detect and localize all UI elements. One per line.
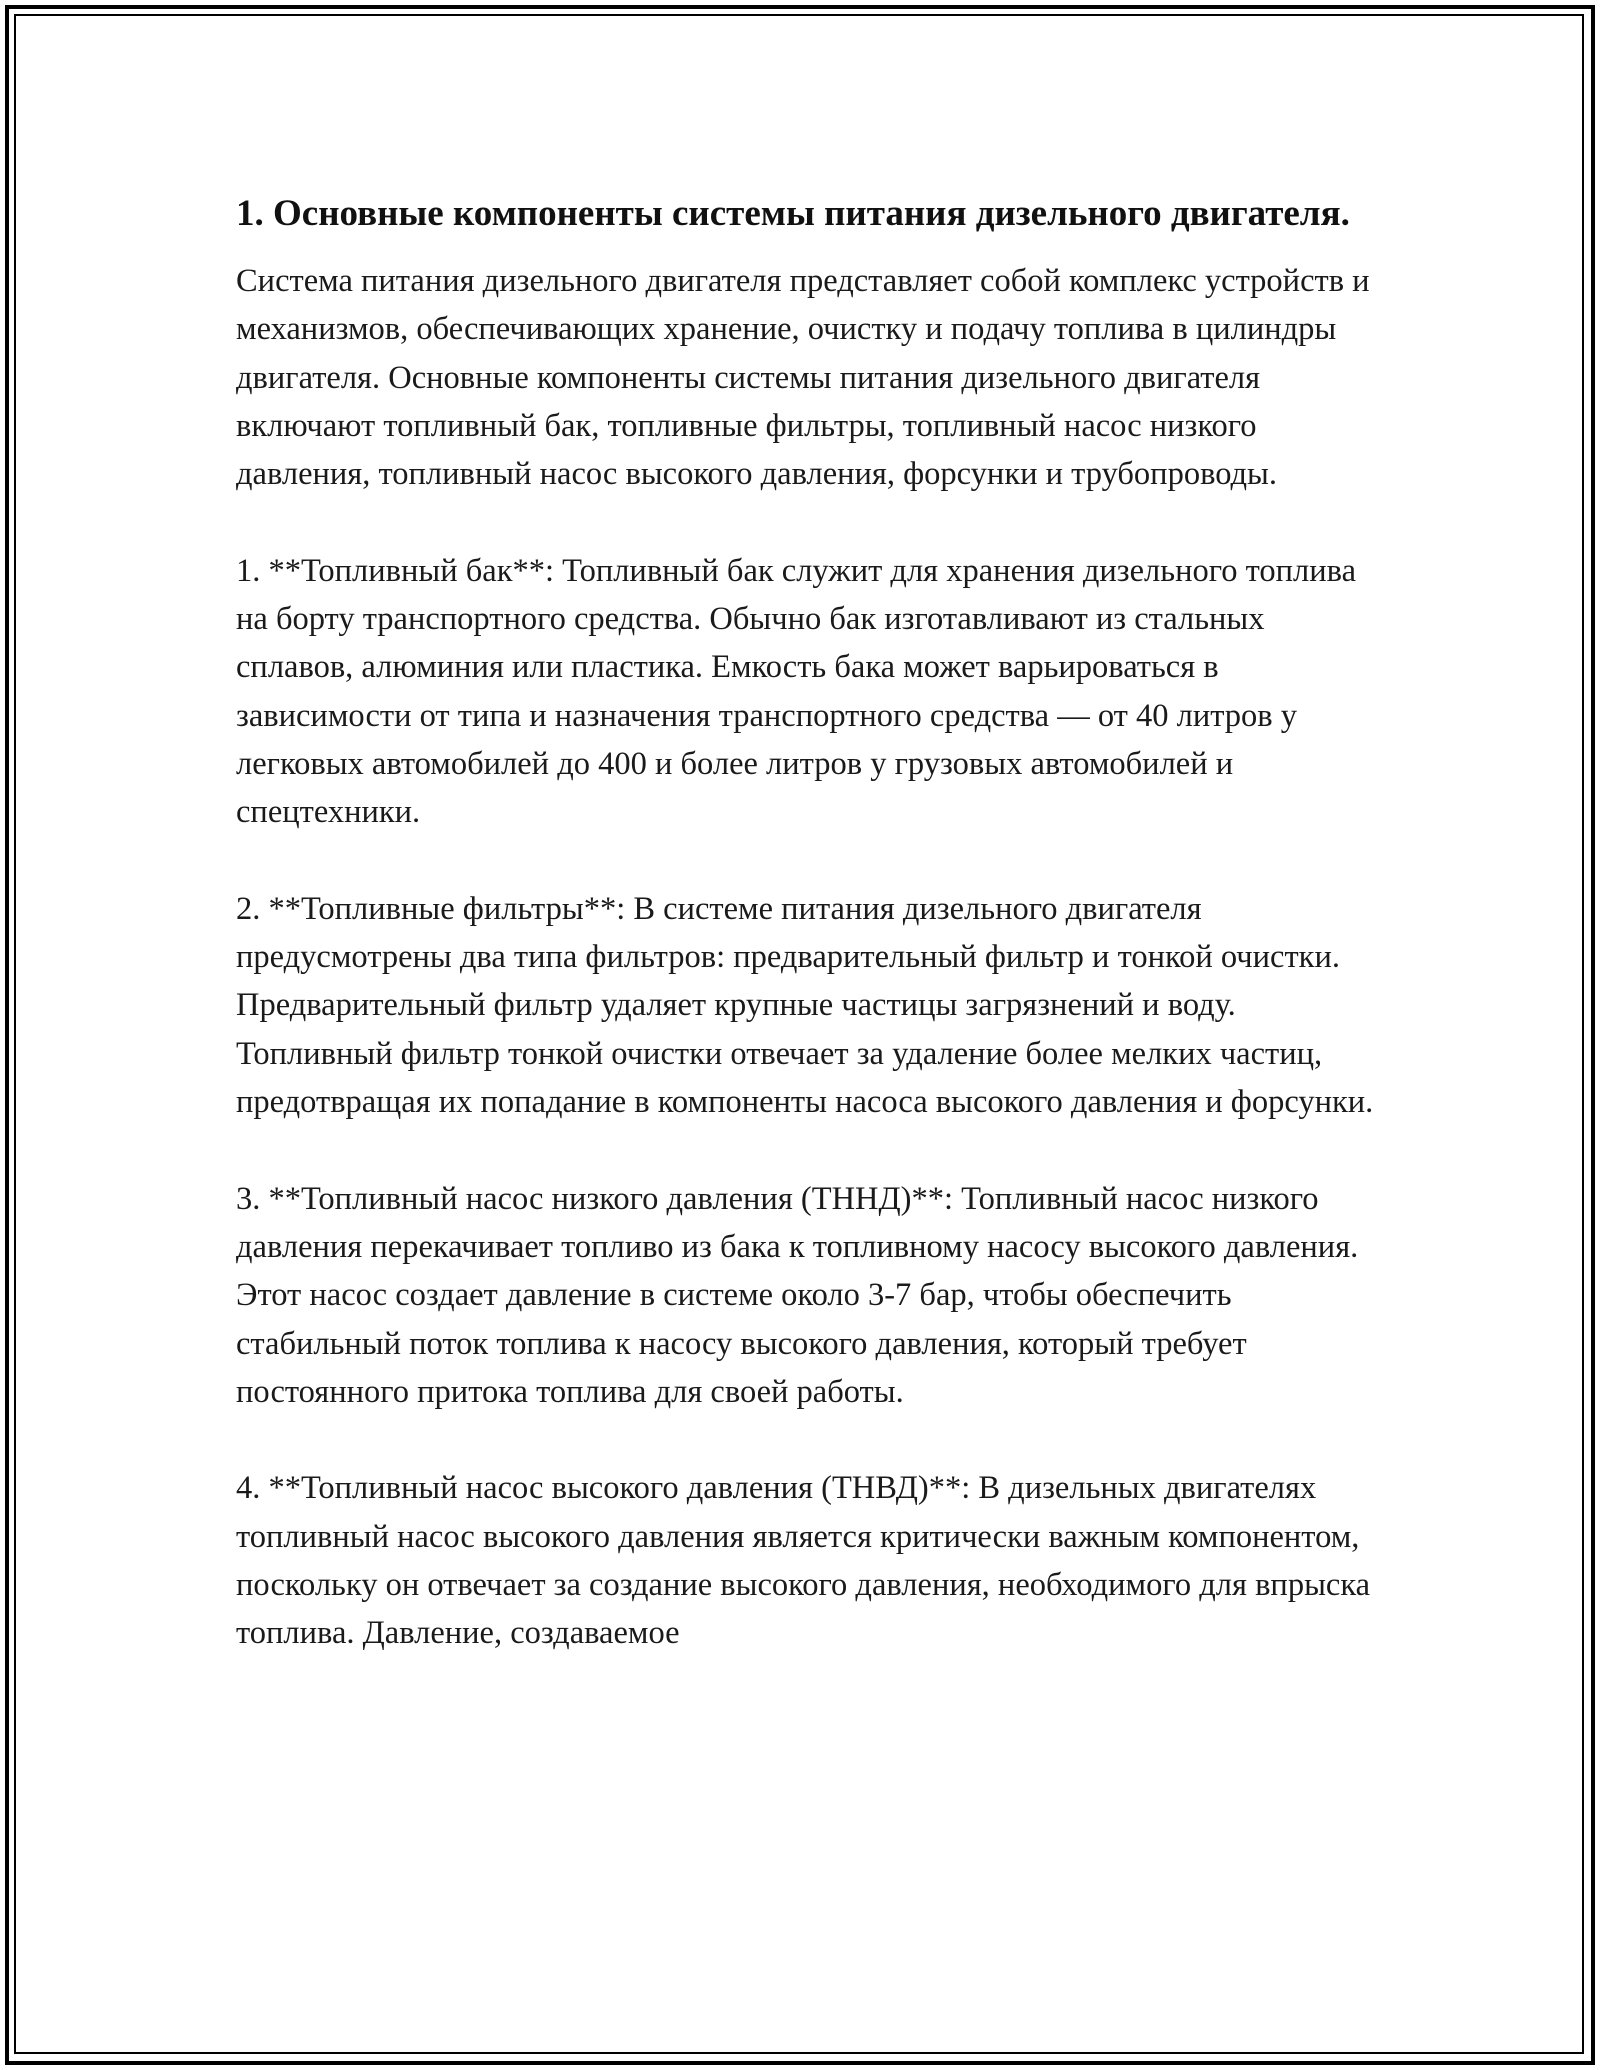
paragraph-high-pressure-pump: 4. **Топливный насос высокого давления (ТНВД)**: В дизельных двигателях топливный насос высокого давления является критически важным компонентом, поскольку он отвечает за создание высокого давления, необходимого для впрыска топлива. Давление, создаваемое <box>236 1470 1371 1652</box>
paragraph-low-pressure-pump: 3. **Топливный насос низкого давления (ТННД)**: Топливный насос низкого давления перекачивает топливо из бака к топливному насосу высокого давления. Этот насос создает давление в системе около 3-7 бар, чтобы обеспечить стабильный поток топлива к насосу высокого давления, который требует постоянного притока топлива для своей работы. <box>236 1180 1359 1410</box>
document-body <box>236 186 1386 1658</box>
paragraph-fuel-tank: 1. **Топливный бак**: Топливный бак служит для хранения дизельного топлива на борту транспортного средства. Обычно бак изготавливают из стальных сплавов, алюминия или пластика. Емкость бака может варьироваться в зависимости от типа и назначения транспортного средства — от 40 литров у легковых автомобилей до 400 и более литров у грузовых автомобилей и спецтехники. <box>236 552 1356 831</box>
section-heading: 1. Основные компоненты системы питания дизельного двигателя. <box>236 193 1350 234</box>
intro-paragraph: Система питания дизельного двигателя представляет собой комплекс устройств и механизмов, обеспечивающих хранение, очистку и подачу топлива в цилиндры двигателя. Основные компоненты системы питания дизельного двигателя включают топливный бак, топливные фильтры, топливный насос низкого давления, топливный насос высокого давления, форсунки и трубопроводы. <box>236 263 1370 493</box>
paragraph-fuel-filters: 2. **Топливные фильтры**: В системе питания дизельного двигателя предусмотрены два типа фильтров: предварительный фильтр и тонкой очистки. Предварительный фильтр удаляет крупные частицы загрязнений и воду. Топливный фильтр тонкой очистки отвечает за удаление более мелких частиц, предотвращая их попадание в компоненты насоса высокого давления и форсунки. <box>236 890 1374 1121</box>
